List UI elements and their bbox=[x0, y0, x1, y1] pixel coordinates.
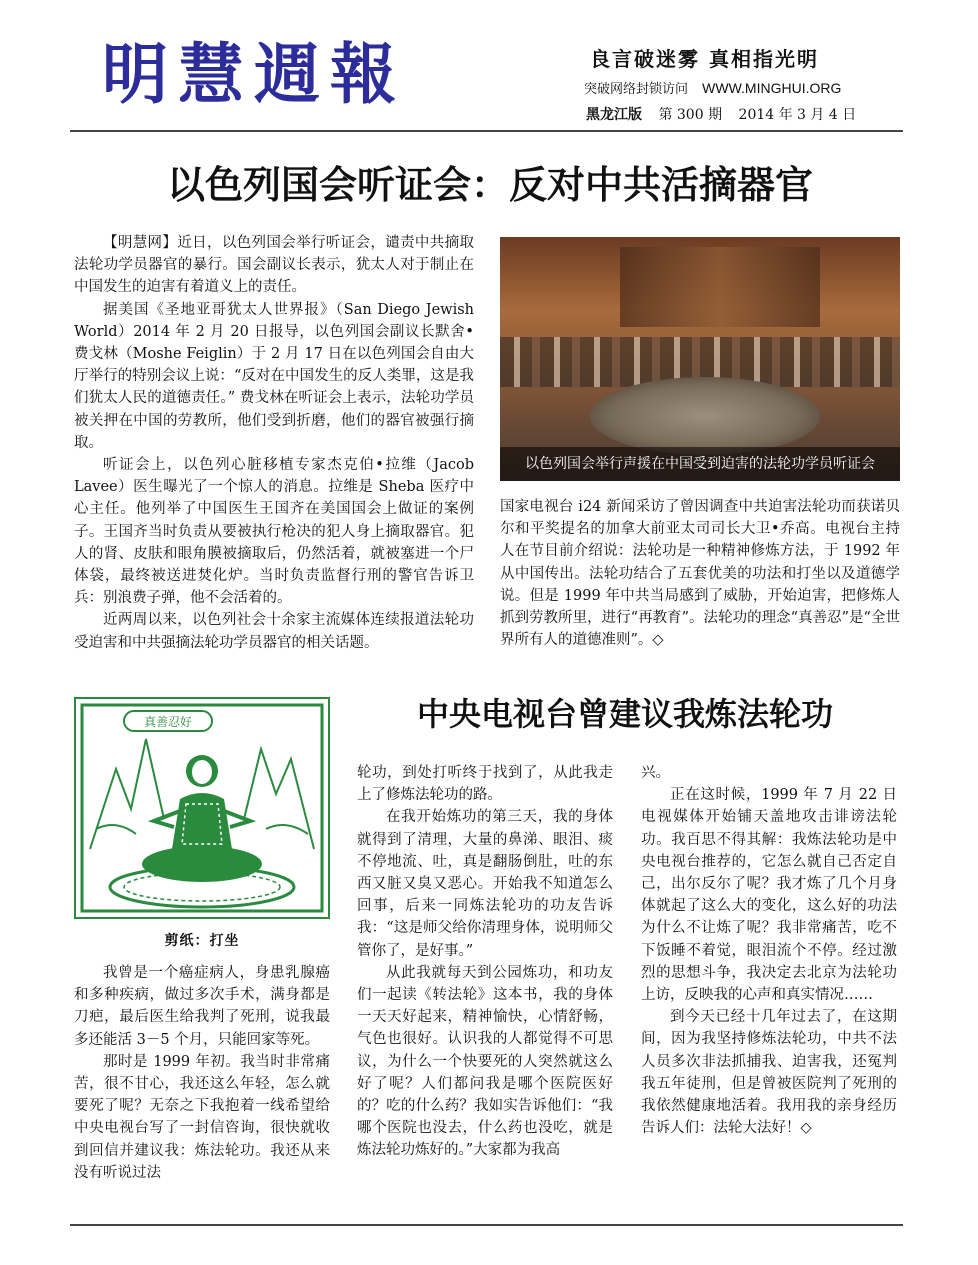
article2-column-1 bbox=[74, 962, 330, 1184]
papercut-label: 剪纸：打坐 bbox=[164, 933, 240, 949]
article2-paragraph: 正在这时候，1999 年 7 月 22 日电视媒体开始铺天盖地攻击诽谤法轮功。我百思不得其解：我炼法轮功是中央电视台推荐的，它怎么就自己否定自己，出尔反尔了呢？我才炼了几个月身体就起了这么大的变化，这么好的功法为什么不让炼了呢？我非常痛苦，吃不下饭睡不着觉，眼泪流个不停。经过激烈的思想斗争，我决定去北京为法轮功上访，反映我的心声和真实情况…… bbox=[641, 787, 897, 1004]
article2-paragraph: 到今天已经十几年过去了，在这期间，因为我坚持修炼法轮功，中共不法人员多次非法抓捕我、迫害我，还冤判我五年徒刑，但是曾被医院判了死刑的我依然健康地活着。我用我的亲身经历告诉人们：法轮大法好！◇ bbox=[641, 1009, 897, 1137]
photo-wall-portraits bbox=[620, 247, 820, 327]
article2-column-3 bbox=[641, 762, 897, 1139]
article1-paragraph: 【明慧网】近日，以色列国会举行听证会，谴责中共摘取法轮功学员器官的暴行。国会副议长表示，犹太人对于制止在中国发生的迫害有着道义上的责任。 bbox=[74, 235, 474, 296]
masthead-motto: 良言破迷雾 真相指光明 bbox=[590, 47, 819, 71]
article1-paragraph: 近两周以来，以色列社会十余家主流媒体连续报道法轮功受迫害和中共强摘法轮功学员器官的相关话题。 bbox=[74, 612, 474, 651]
masthead-rule bbox=[70, 130, 903, 132]
article1-right-column bbox=[500, 496, 900, 651]
article2-paragraph: 轮功，到处打听终于找到了，从此我走上了修炼法轮功的路。 bbox=[357, 765, 613, 804]
edition-label: 黑龙江版 bbox=[586, 107, 642, 123]
page-bottom-rule bbox=[70, 1224, 903, 1226]
article2-column-2 bbox=[357, 762, 613, 1162]
issue-line bbox=[586, 104, 856, 124]
article2-paragraph: 那时是 1999 年初。我当时非常痛苦，很不甘心，我还这么年轻，怎么就要死了呢？无奈之下我抱着一线希望给中央电视台写了一封信咨询，很快就收到回信并建议我：炼法轮功。我还从来没有听说过法 bbox=[74, 1053, 330, 1181]
hearing-photo bbox=[500, 237, 900, 481]
photo-caption: 以色列国会举行声援在中国受到迫害的法轮功学员听证会 bbox=[500, 447, 900, 481]
article1-paragraph: 据美国《圣地亚哥犹太人世界报》（San Diego Jewish World）2014 年 2 月 20 日报导，以色列国会副议长默舍•费戈林（Moshe Feiglin）于 2 月 17 日在以色列国会自由大厅举行的特别会议上说：“反对在中国发生的反人类罪，这是我们犹太人民的道德责任。” 费戈林在听证会上表示，法轮功学员被关押在中国的劳教所，他们受到折磨，他们的器官被强行摘取。 bbox=[74, 301, 474, 451]
masthead-title: 明慧週報 bbox=[102, 36, 406, 113]
breakthrough-text: 突破网络封锁访问 bbox=[584, 82, 689, 97]
article1-left-column bbox=[74, 232, 474, 654]
website-line bbox=[584, 78, 841, 97]
article2-paragraph: 兴。 bbox=[641, 765, 670, 781]
papercut-illustration bbox=[76, 699, 328, 917]
article1-headline: 以色列国会听证会：反对中共活摘器官 bbox=[166, 163, 813, 207]
article2-paragraph: 我曾是一个癌症病人，身患乳腺癌和多种疾病，做过多次手术，满身都是刀疤，最后医生给我判了死刑，说我最多还能活 3－5 个月，只能回家等死。 bbox=[74, 965, 330, 1048]
article2-headline: 中央电视台曾建议我炼法轮功 bbox=[416, 695, 833, 733]
article1-paragraph: 听证会上，以色列心脏移植专家杰克伯•拉维（Jacob Lavee）医生曝光了一个惊人的消息。拉维是 Sheba 医疗中心主任。他列举了中国医生王国齐在美国国会上做证的案例子。王国齐当时负责从要被执行枪决的犯人身上摘取器官。犯人的肾、皮肤和眼角膜被摘取后，仍然活着，就被塞进一个尸体袋，最终被送进焚化炉。当时负责监督行刑的警官告诉卫兵：别浪费子弹，他不会活着的。 bbox=[74, 457, 474, 607]
website-url: WWW.MINGHUI.ORG bbox=[702, 80, 842, 96]
papercut-meditation-image bbox=[74, 697, 330, 919]
article1-right-paragraph: 国家电视台 i24 新闻采访了曾因调查中共迫害法轮功而获诺贝尔和平奖提名的加拿大前亚太司司长大卫•乔高。电视台主持人在节目前介绍说：法轮功是一种精神修炼方法，于 1992 年从中国传出。法轮功结合了五套优美的功法和打坐以及道德学说。但是 1999 年中共当局感到了威胁，开始迫害，把修炼人抓到劳教所里，进行“再教育”。法轮功的理念“真善忍”是“全世界所有人的道德准则”。◇ bbox=[500, 499, 900, 649]
article2-paragraph: 在我开始炼功的第三天，我的身体就得到了清理，大量的鼻涕、眼泪、痰不停地流、吐，真是翻肠倒肚，吐的东西又脏又臭又恶心。开始我不知道怎么回事，后来一同炼法轮功的功友告诉我：“这是师父给你清理身体，说明师父管你了，是好事。” bbox=[357, 809, 613, 959]
article2-paragraph: 从此我就每天到公园炼功，和功友们一起读《转法轮》这本书，我的身体一天天好起来，精神愉快，心情舒畅，气色也很好。认识我的人都觉得不可思议，为什么一个快要死的人突然就这么好了呢？人们都问我是哪个医院医好的？吃的什么药？我如实告诉他们：“我哪个医院也没去，什么药也没吃，就是炼法轮功炼好的。”大家都为我高 bbox=[357, 964, 613, 1159]
issue-number: 第 300 期 bbox=[658, 107, 723, 123]
photo-round-table bbox=[590, 377, 820, 455]
papercut-banner: 真善忍好 bbox=[143, 715, 193, 729]
issue-date: 2014 年 3 月 4 日 bbox=[738, 107, 857, 123]
